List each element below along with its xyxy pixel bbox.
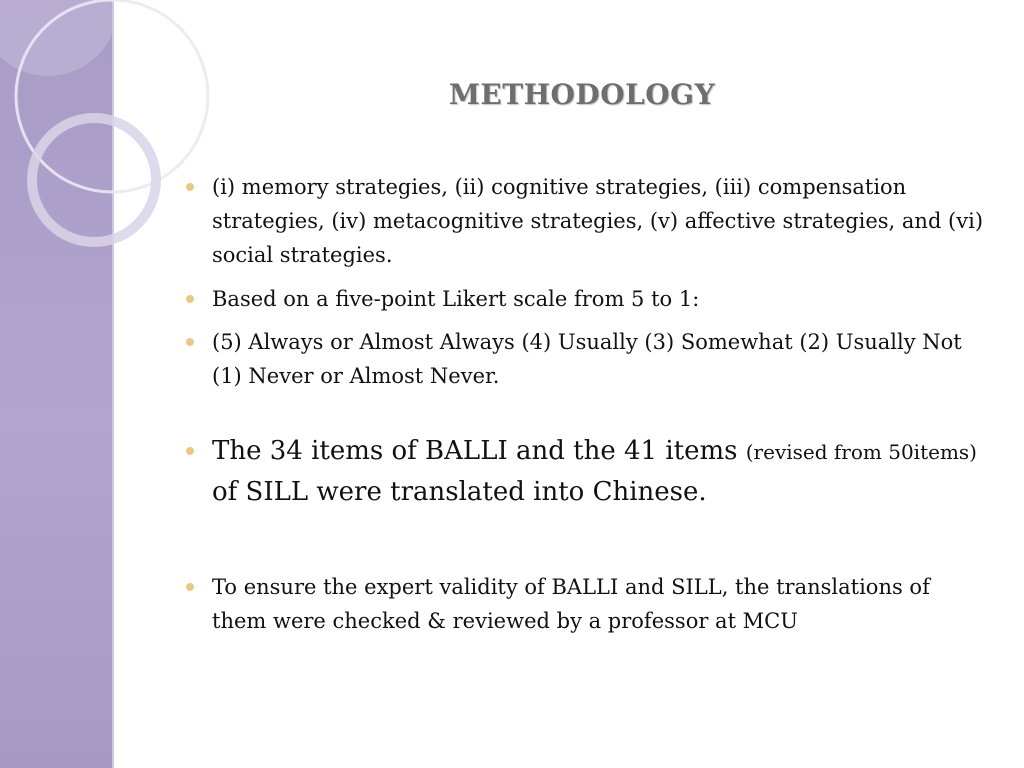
bullet-dot-icon (186, 183, 194, 191)
bullet-text: To ensure the expert validity of BALLI and SILL, the translations of them were checked & reviewed by a professor at MCU (212, 575, 930, 633)
bullet-text-note: (revised from 50items) (745, 440, 977, 464)
bullet-dot-icon (186, 447, 194, 455)
bullet-item-scale-values (186, 325, 986, 393)
bullet-dot-icon (186, 583, 194, 591)
bullet-item-translation (186, 431, 986, 512)
bullet-text: (5) Always or Almost Always (4) Usually (3) Somewhat (2) Usually Not (1) Never or Almost Never. (212, 330, 962, 388)
bullet-text: (i) memory strategies, (ii) cognitive strategies, (iii) compensation strategies, (iv) metacognitive strategies, (v) affective strategies, and (vi) social strategies. (212, 175, 984, 267)
bullet-text: Based on a five-point Likert scale from 5 to 1: (212, 287, 700, 311)
decorative-sidebar (0, 0, 112, 768)
bullet-dot-icon (186, 295, 194, 303)
bullet-item-validity (186, 570, 986, 638)
sidebar-edge-line (112, 0, 114, 768)
bullet-text-end: of SILL were translated into Chinese. (212, 477, 707, 507)
slide-title: METHODOLOGY (448, 78, 716, 111)
bullet-text-main: The 34 items of BALLI and the 41 items (212, 436, 746, 466)
bullet-list (186, 170, 986, 638)
bullet-dot-icon (186, 338, 194, 346)
bullet-item-likert-scale (186, 282, 986, 316)
slide-content (186, 170, 986, 638)
bullet-item-strategies (186, 170, 986, 272)
